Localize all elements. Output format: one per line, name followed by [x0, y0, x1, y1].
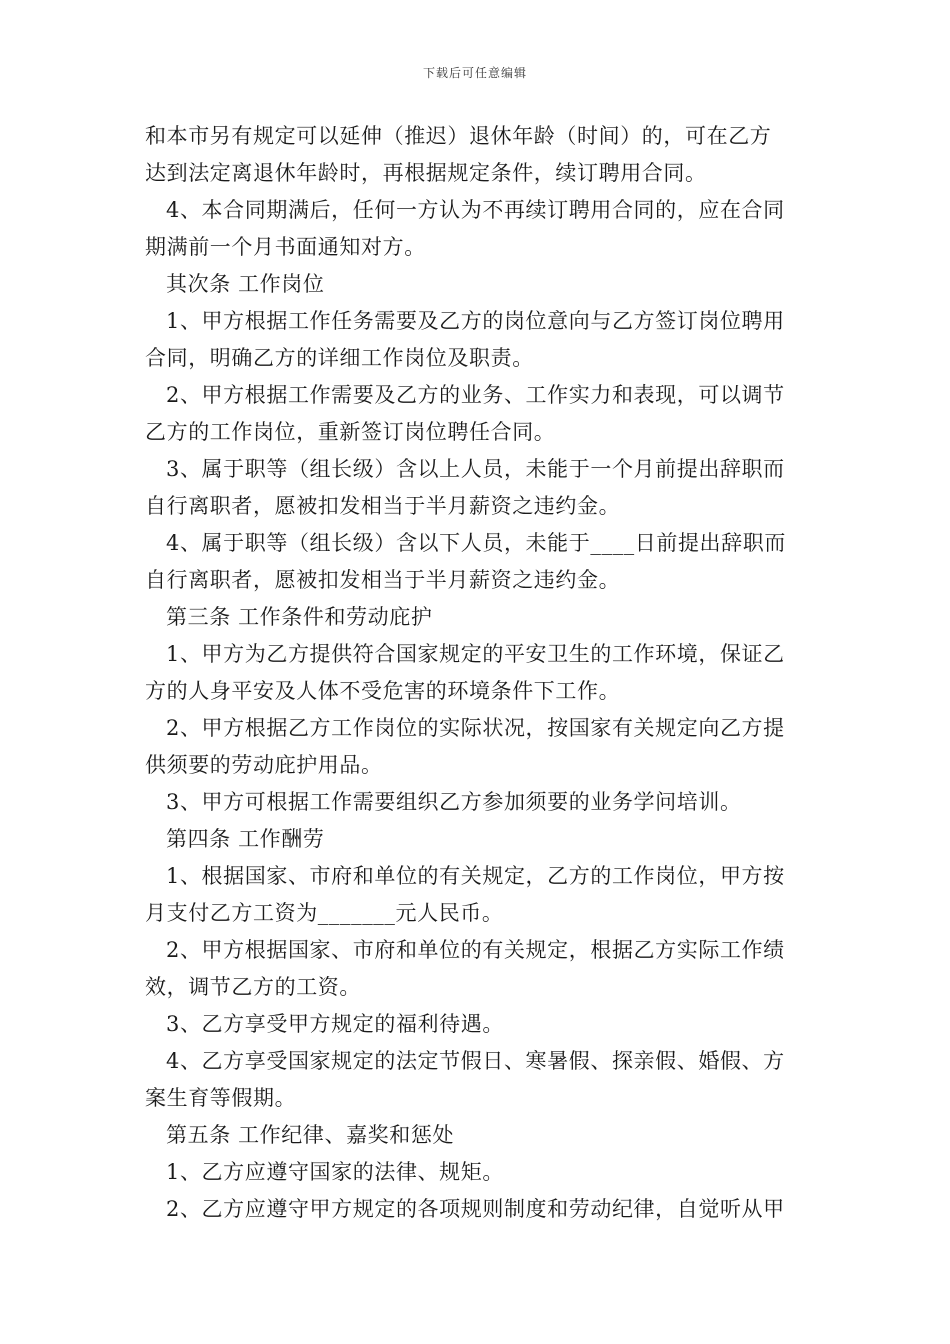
paragraph-line: 2、甲方根据国家、市府和单位的有关规定，根据乙方实际工作绩 — [166, 938, 785, 962]
paragraph-line: 供须要的劳动庇护用品。 — [145, 753, 383, 777]
paragraph-line: 月支付乙方工资为_______元人民币。 — [145, 901, 504, 925]
paragraph-line: 2、甲方根据工作需要及乙方的业务、工作实力和表现，可以调节 — [166, 383, 785, 407]
paragraph-line: 第三条 工作条件和劳动庇护 — [166, 605, 433, 629]
paragraph-line: 4、属于职等（组长级）含以下人员，未能于____日前提出辞职而 — [166, 531, 786, 555]
paragraph-line: 乙方的工作岗位，重新签订岗位聘任合同。 — [145, 420, 556, 444]
paragraph-line: 达到法定离退休年龄时，再根据规定条件，续订聘用合同。 — [145, 161, 707, 185]
document-body — [145, 118, 810, 1228]
page-header: 下载后可任意编辑 — [422, 66, 527, 80]
paragraph-line: 4、本合同期满后，任何一方认为不再续订聘用合同的，应在合同 — [166, 198, 785, 222]
paragraph-line: 1、甲方为乙方提供符合国家规定的平安卫生的工作环境，保证乙 — [166, 642, 785, 666]
paragraph-line: 和本市另有规定可以延伸（推迟）退休年龄（时间）的，可在乙方 — [145, 124, 772, 148]
paragraph-line: 效，调节乙方的工资。 — [145, 975, 361, 999]
paragraph-line: 1、乙方应遵守国家的法律、规矩。 — [166, 1160, 504, 1184]
paragraph-line: 4、乙方享受国家规定的法定节假日、寒暑假、探亲假、婚假、方 — [166, 1049, 785, 1073]
paragraph-line: 期满前一个月书面通知对方。 — [145, 235, 426, 259]
paragraph-line: 自行离职者，愿被扣发相当于半月薪资之违约金。 — [145, 494, 621, 518]
paragraph-line: 2、甲方根据乙方工作岗位的实际状况，按国家有关规定向乙方提 — [166, 716, 785, 740]
paragraph-line: 1、根据国家、市府和单位的有关规定，乙方的工作岗位，甲方按 — [166, 864, 785, 888]
paragraph-line: 2、乙方应遵守甲方规定的各项规则制度和劳动纪律，自觉听从甲 — [166, 1197, 785, 1221]
paragraph-line: 方的人身平安及人体不受危害的环境条件下工作。 — [145, 679, 621, 703]
paragraph-line: 1、甲方根据工作任务需要及乙方的岗位意向与乙方签订岗位聘用 — [166, 309, 785, 333]
paragraph-line: 第四条 工作酬劳 — [166, 827, 325, 851]
paragraph-line: 其次条 工作岗位 — [166, 272, 325, 296]
paragraph-line: 自行离职者，愿被扣发相当于半月薪资之违约金。 — [145, 568, 621, 592]
paragraph-line: 3、属于职等（组长级）含以上人员，未能于一个月前提出辞职而 — [166, 457, 785, 481]
paragraph-line: 第五条 工作纪律、嘉奖和惩处 — [166, 1123, 455, 1147]
paragraph-line: 案生育等假期。 — [145, 1086, 297, 1110]
paragraph-line: 合同，明确乙方的详细工作岗位及职责。 — [145, 346, 534, 370]
paragraph-line: 3、乙方享受甲方规定的福利待遇。 — [166, 1012, 504, 1036]
paragraph-line: 3、甲方可根据工作需要组织乙方参加须要的业务学问培训。 — [166, 790, 742, 814]
